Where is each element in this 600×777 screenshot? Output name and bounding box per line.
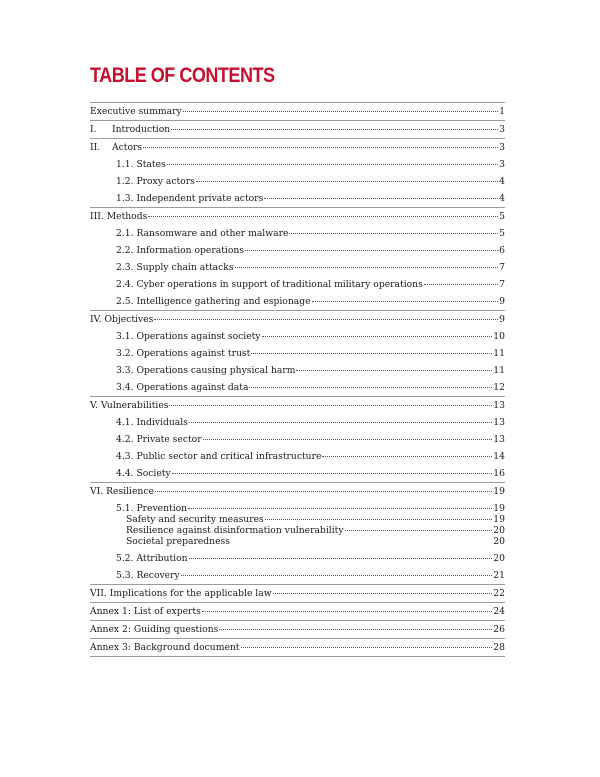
- divider: [90, 207, 505, 208]
- divider: [90, 620, 505, 621]
- toc-label: 1.3. Independent private actors: [116, 193, 264, 204]
- dot-leader: [169, 405, 492, 406]
- toc-label: III. Methods: [90, 211, 148, 222]
- toc-page-number: 5: [499, 228, 505, 239]
- toc-entry-operations-against-data[interactable]: [116, 382, 505, 393]
- toc-page-number: 3: [499, 142, 505, 153]
- toc-page-number: 13: [493, 400, 505, 411]
- toc-page-number: 7: [499, 279, 505, 290]
- dot-leader: [203, 439, 493, 440]
- toc-label: Safety and security measures: [126, 514, 264, 525]
- toc-page-number: 19: [493, 514, 505, 525]
- toc-entry-vulnerabilities[interactable]: [90, 400, 505, 411]
- toc-label: 2.5. Intelligence gathering and espionage: [116, 296, 311, 307]
- toc-page-number: 13: [493, 434, 505, 445]
- divider: [90, 584, 505, 585]
- toc-entry-intelligence-gathering[interactable]: [116, 296, 505, 307]
- dot-leader: [143, 147, 498, 148]
- toc-label: 2.3. Supply chain attacks: [116, 262, 234, 273]
- toc-label: 5.1. Prevention: [116, 503, 188, 514]
- dot-leader: [219, 629, 492, 630]
- toc-entry-independent-private-actors[interactable]: [116, 193, 505, 204]
- toc-section-number: I.: [90, 124, 97, 135]
- table-of-contents: [90, 102, 505, 657]
- dot-leader: [172, 473, 493, 474]
- toc-entry-states[interactable]: [116, 159, 505, 170]
- dot-leader: [249, 387, 492, 388]
- toc-label: Actors: [112, 142, 143, 153]
- toc-label: 3.1. Operations against society: [116, 331, 261, 342]
- toc-page-number: 13: [493, 417, 505, 428]
- toc-page-number: 4: [499, 176, 505, 187]
- toc-entry-cyber-operations-military[interactable]: [116, 279, 505, 290]
- toc-page-number: 19: [493, 486, 505, 497]
- divider: [90, 138, 505, 139]
- toc-page-number: 20: [493, 536, 505, 547]
- toc-label: Annex 2: Guiding questions: [90, 624, 219, 635]
- toc-label: Executive summary: [90, 106, 182, 117]
- dot-leader: [265, 519, 493, 520]
- dot-leader: [189, 558, 493, 559]
- toc-label: 5.2. Attribution: [116, 553, 188, 564]
- dot-leader: [189, 422, 492, 423]
- toc-label: VII. Implications for the applicable law: [90, 588, 272, 599]
- dot-leader: [155, 491, 492, 492]
- dot-leader: [188, 508, 492, 509]
- toc-page-number: 10: [493, 331, 505, 342]
- toc-page-number: 14: [493, 451, 505, 462]
- toc-entry-ransomware[interactable]: [116, 228, 505, 239]
- toc-entry-information-operations[interactable]: [116, 245, 505, 256]
- toc-entry-supply-chain-attacks[interactable]: [116, 262, 505, 273]
- toc-label: 3.2. Operations against trust: [116, 348, 251, 359]
- divider: [90, 482, 505, 483]
- toc-page-number: 1: [499, 106, 505, 117]
- toc-label: 2.4. Cyber operations in support of traditional military operations: [116, 279, 423, 290]
- toc-entry-public-sector[interactable]: [116, 451, 505, 462]
- toc-entry-private-sector[interactable]: [116, 434, 505, 445]
- toc-entry-society[interactable]: [116, 468, 505, 479]
- toc-entry-prevention[interactable]: [116, 503, 505, 514]
- page-title: TABLE OF CONTENTS: [90, 64, 275, 87]
- toc-entry-introduction[interactable]: [90, 124, 505, 135]
- toc-entry-attribution[interactable]: [116, 553, 505, 564]
- toc-page-number: 22: [493, 588, 505, 599]
- toc-label: 1.1. States: [116, 159, 166, 170]
- toc-page-number: 7: [499, 262, 505, 273]
- toc-entry-safety-security-measures[interactable]: [126, 514, 505, 525]
- dot-leader: [181, 575, 493, 576]
- toc-page-number: 16: [493, 468, 505, 479]
- toc-entry-operations-against-trust[interactable]: [116, 348, 505, 359]
- toc-page-number: 12: [493, 382, 505, 393]
- toc-entry-actors[interactable]: [90, 142, 505, 153]
- toc-entry-operations-physical-harm[interactable]: [116, 365, 505, 376]
- toc-label: 2.1. Ransomware and other malware: [116, 228, 289, 239]
- toc-label: Introduction: [112, 124, 171, 135]
- toc-entry-resilience-disinformation[interactable]: [126, 525, 505, 536]
- toc-label: 4.2. Private sector: [116, 434, 202, 445]
- dot-leader: [262, 336, 493, 337]
- toc-page-number: 6: [499, 245, 505, 256]
- toc-page-number: 5: [499, 211, 505, 222]
- dot-leader: [167, 164, 498, 165]
- toc-label: 4.3. Public sector and critical infrastructure: [116, 451, 322, 462]
- toc-section-number: II.: [90, 142, 101, 153]
- toc-entry-annex-3[interactable]: [90, 642, 505, 653]
- toc-entry-implications[interactable]: [90, 588, 505, 599]
- toc-page-number: 26: [493, 624, 505, 635]
- toc-entry-societal-preparedness[interactable]: [126, 536, 505, 547]
- divider: [90, 120, 505, 121]
- toc-page-number: 4: [499, 193, 505, 204]
- divider: [90, 102, 505, 103]
- toc-entry-methods[interactable]: [90, 211, 505, 222]
- dot-leader: [154, 319, 498, 320]
- toc-page-number: 11: [493, 348, 505, 359]
- toc-entry-executive-summary[interactable]: [90, 106, 505, 117]
- toc-label: V. Vulnerabilities: [90, 400, 169, 411]
- toc-page-number: 20: [493, 525, 505, 536]
- toc-page-number: 21: [493, 570, 505, 581]
- toc-page-number: 3: [499, 159, 505, 170]
- toc-entry-annex-2[interactable]: [90, 624, 505, 635]
- toc-entry-recovery[interactable]: [116, 570, 505, 581]
- dot-leader: [196, 181, 498, 182]
- toc-label: 1.2. Proxy actors: [116, 176, 195, 187]
- divider: [90, 656, 505, 657]
- toc-entry-objectives[interactable]: [90, 314, 505, 325]
- dot-leader: [148, 216, 498, 217]
- dot-leader: [273, 593, 493, 594]
- dot-leader: [241, 647, 493, 648]
- toc-label: Annex 3: Background document: [90, 642, 240, 653]
- dot-leader: [171, 129, 498, 130]
- toc-page-number: 9: [499, 296, 505, 307]
- toc-page-number: 11: [493, 365, 505, 376]
- toc-label: IV. Objectives: [90, 314, 154, 325]
- toc-label: Annex 1: List of experts: [90, 606, 201, 617]
- dot-leader: [296, 370, 492, 371]
- toc-page-number: 24: [493, 606, 505, 617]
- dot-leader: [322, 456, 492, 457]
- divider: [90, 638, 505, 639]
- divider: [90, 310, 505, 311]
- toc-entry-individuals[interactable]: [116, 417, 505, 428]
- toc-label: 4.1. Individuals: [116, 417, 188, 428]
- toc-page-number: 3: [499, 124, 505, 135]
- dot-leader: [424, 284, 498, 285]
- toc-label: Societal preparedness: [126, 536, 230, 547]
- toc-page-number: 19: [493, 503, 505, 514]
- toc-label: Resilience against disinformation vulnerability: [126, 525, 344, 536]
- toc-label: 4.4. Society: [116, 468, 171, 479]
- dot-leader: [264, 198, 498, 199]
- toc-entry-annex-1[interactable]: [90, 606, 505, 617]
- toc-label: 5.3. Recovery: [116, 570, 180, 581]
- dot-leader: [251, 353, 492, 354]
- dot-leader: [245, 250, 498, 251]
- dot-leader: [289, 233, 498, 234]
- dot-leader: [202, 611, 492, 612]
- toc-entry-operations-against-society[interactable]: [116, 331, 505, 342]
- toc-label: 3.3. Operations causing physical harm: [116, 365, 296, 376]
- toc-page-number: 28: [493, 642, 505, 653]
- dot-leader: [183, 111, 498, 112]
- dot-leader: [235, 267, 499, 268]
- toc-entry-proxy-actors[interactable]: [116, 176, 505, 187]
- divider: [90, 396, 505, 397]
- toc-page-number: 9: [499, 314, 505, 325]
- dot-leader: [312, 301, 499, 302]
- divider: [90, 602, 505, 603]
- dot-leader: [231, 541, 492, 542]
- toc-label: 3.4. Operations against data: [116, 382, 249, 393]
- document-page: [90, 62, 505, 660]
- toc-label: VI. Resilience: [90, 486, 154, 497]
- dot-leader: [345, 530, 493, 531]
- toc-label: 2.2. Information operations: [116, 245, 245, 256]
- toc-page-number: 20: [493, 553, 505, 564]
- toc-entry-resilience[interactable]: [90, 486, 505, 497]
